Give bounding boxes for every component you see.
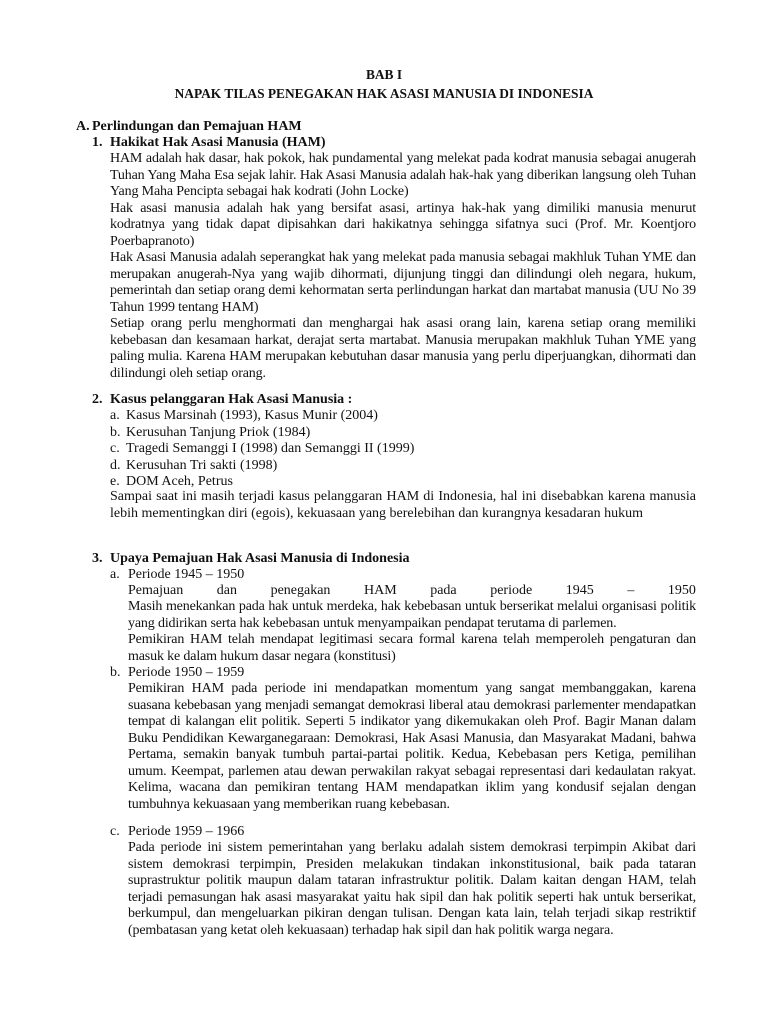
list-label: a. (110, 408, 120, 423)
chapter-label: BAB I (365, 67, 403, 82)
intro-word: HAM (363, 583, 397, 598)
intro-word: pada (430, 583, 457, 598)
paragraph: Hak asasi manusia adalah hak yang bersifat asasi, artinya hak-hak yang dimiliki manusia menurut kodratnya yang tidak dapat dipisahkan dari hakikatnya sehingga sifatnya suci (Prof. Mr. Koentjoro Poerbapranoto) (110, 200, 696, 249)
list-label: c. (110, 441, 120, 456)
item-1-heading: Hakikat Hak Asasi Manusia (HAM) (110, 135, 326, 150)
case-list (110, 408, 414, 491)
intro-word: dan (216, 583, 237, 598)
list-label: b. (110, 424, 121, 440)
paragraph: Pemikiran HAM telah mendapat legitimasi secara formal karena telah memperoleh pengaturan dan masuk ke dalam hukum dasar negara (konstitusi) (128, 632, 696, 664)
paragraph: Masih menekankan pada hak untuk merdeka, hak kebebasan untuk berserikat melalui organisasi politik yang didirikan serta hak kebebasan untuk menyampaikan pendapat terutama di parlemen. (128, 599, 696, 631)
period-c-label: c. (110, 824, 120, 839)
list-item (110, 441, 414, 458)
case-text: Kasus Marsinah (1993), Kasus Munir (2004) (126, 408, 378, 423)
intro-word: Pemajuan (128, 583, 184, 598)
period-c-body: Pada periode ini sistem pemerintahan yang berlaku adalah sistem demokrasi terpimpin Akibat dari sistem demokrasi terpimpin, Presiden melakukan tindakan inkonstitusional, baik pada tataran suprastruktur politik maupun dalam tataran infrastruktur politik. Dalam kaitan dengan HAM, telah terjadi pemasungan hak asasi masyarakat yaitu hak sipil dan hak politik seperti hak untuk berserikat, berkumpul, dan mengeluarkan pikiran dengan tulisan. Dengan kata lain, telah terjadi sikap restriktif (pembatasan yang ketat oleh kekuasaan) terhadap hak sipil dan hak politik warga negara. (128, 840, 696, 938)
period-a-title: Periode 1945 – 1950 (128, 567, 245, 582)
list-label: d. (110, 457, 121, 473)
list-label: e. (110, 474, 120, 489)
case-text: Kerusuhan Tri sakti (1998) (126, 457, 278, 473)
period-b-body: Pemikiran HAM pada periode ini mendapatkan momentum yang sangat membanggakan, karena suasana kebebasan yang menjadi semangat demokrasi liberal atau demokrasi parlementer mendapatkan tempat di kalangan elit politik. Seperti 5 indikator yang dikemukakan oleh Prof. Bagir Manan dalam Buku Pendidikan Kewarganegaraan: Demokrasi, Hak Asasi Manusia, dan Masyarakat Madani, bahwa Pertama, semakin banyak tumbuh partai-partai politik. Kedua, Kebebasan pers Ketiga, pemilihan umum. Keempat, parlemen atau dewan perwakilan rakyat sebagai representasi dari kedaulatan rakyat. Kelima, wacana dan pemikiran tentang HAM mendapatkan iklim yang kondusif sejalan dengan tumbuhnya kekuasaan yang memberikan ruang kebebasan. (128, 681, 696, 812)
period-c-title: Periode 1959 – 1966 (128, 824, 245, 839)
item-2-summary: Sampai saat ini masih terjadi kasus pelanggaran HAM di Indonesia, hal ini disebabkan karena manusia lebih mementingkan diri (egois), kekuasaan yang berelebihan dan kurangnya kesadaran hukum (110, 489, 696, 521)
paragraph: HAM adalah hak dasar, hak pokok, hak pundamental yang melekat pada kodrat manusia sebagai anugerah Tuhan Yang Maha Esa sejak lahir. Hak Asasi Manusia adalah hak-hak yang diberikan langsung oleh Tuhan Yang Maha Pencipta sebagai hak kodrati (John Locke) (110, 151, 696, 199)
chapter-title: NAPAK TILAS PENEGAKAN HAK ASASI MANUSIA DI INDONESIA (174, 86, 594, 101)
list-item (110, 408, 414, 425)
intro-word: penegakan (270, 583, 331, 598)
intro-word: 1945 (565, 583, 594, 598)
intro-word: 1950 (667, 583, 696, 598)
section-a-heading: Perlindungan dan Pemajuan HAM (92, 119, 302, 134)
item-1-number: 1. (92, 135, 103, 150)
item-2-number: 2. (92, 392, 103, 407)
list-item (110, 425, 414, 442)
section-a-label: A. (76, 119, 90, 134)
list-item (110, 458, 414, 475)
period-b-title: Periode 1950 – 1959 (128, 665, 245, 680)
period-a-label: a. (110, 567, 120, 582)
item-2-heading: Kasus pelanggaran Hak Asasi Manusia : (110, 392, 353, 407)
period-a-body (128, 599, 696, 665)
case-text: DOM Aceh, Petrus (126, 474, 233, 489)
item-3-number: 3. (92, 551, 103, 566)
period-b-label: b. (110, 665, 121, 680)
paragraph: Setiap orang perlu menghormati dan menghargai hak asasi orang lain, karena setiap orang memiliki kebebasan dan kesamaan harkat, derajat serta martabat. Manusia merupakan makhluk Tuhan YME yang paling mulia. Karena HAM merupakan kebutuhan dasar manusia yang perlu diperjuangkan, dihormati dan dilindungi oleh setiap orang. (110, 316, 696, 381)
intro-word: – (627, 583, 635, 598)
intro-word: periode (490, 583, 533, 598)
paragraph: Hak Asasi Manusia adalah seperangkat hak yang melekat pada manusia sebagai makhluk Tuhan YME dan merupakan anugerah-Nya yang wajib dihormati, dijunjung tinggi dan dilindungi oleh negara, hukum, pemerintah dan setiap orang demi kehormatan serta perlindungan harkat dan martabat manusia (UU No 39 Tahun 1999 tentang HAM) (110, 250, 696, 315)
period-a-intro (128, 583, 696, 600)
item-1-body (110, 151, 696, 382)
case-text: Tragedi Semanggi I (1998) dan Semanggi II (1999) (126, 441, 415, 456)
item-3-heading: Upaya Pemajuan Hak Asasi Manusia di Indonesia (110, 551, 410, 566)
case-text: Kerusuhan Tanjung Priok (1984) (126, 424, 311, 440)
